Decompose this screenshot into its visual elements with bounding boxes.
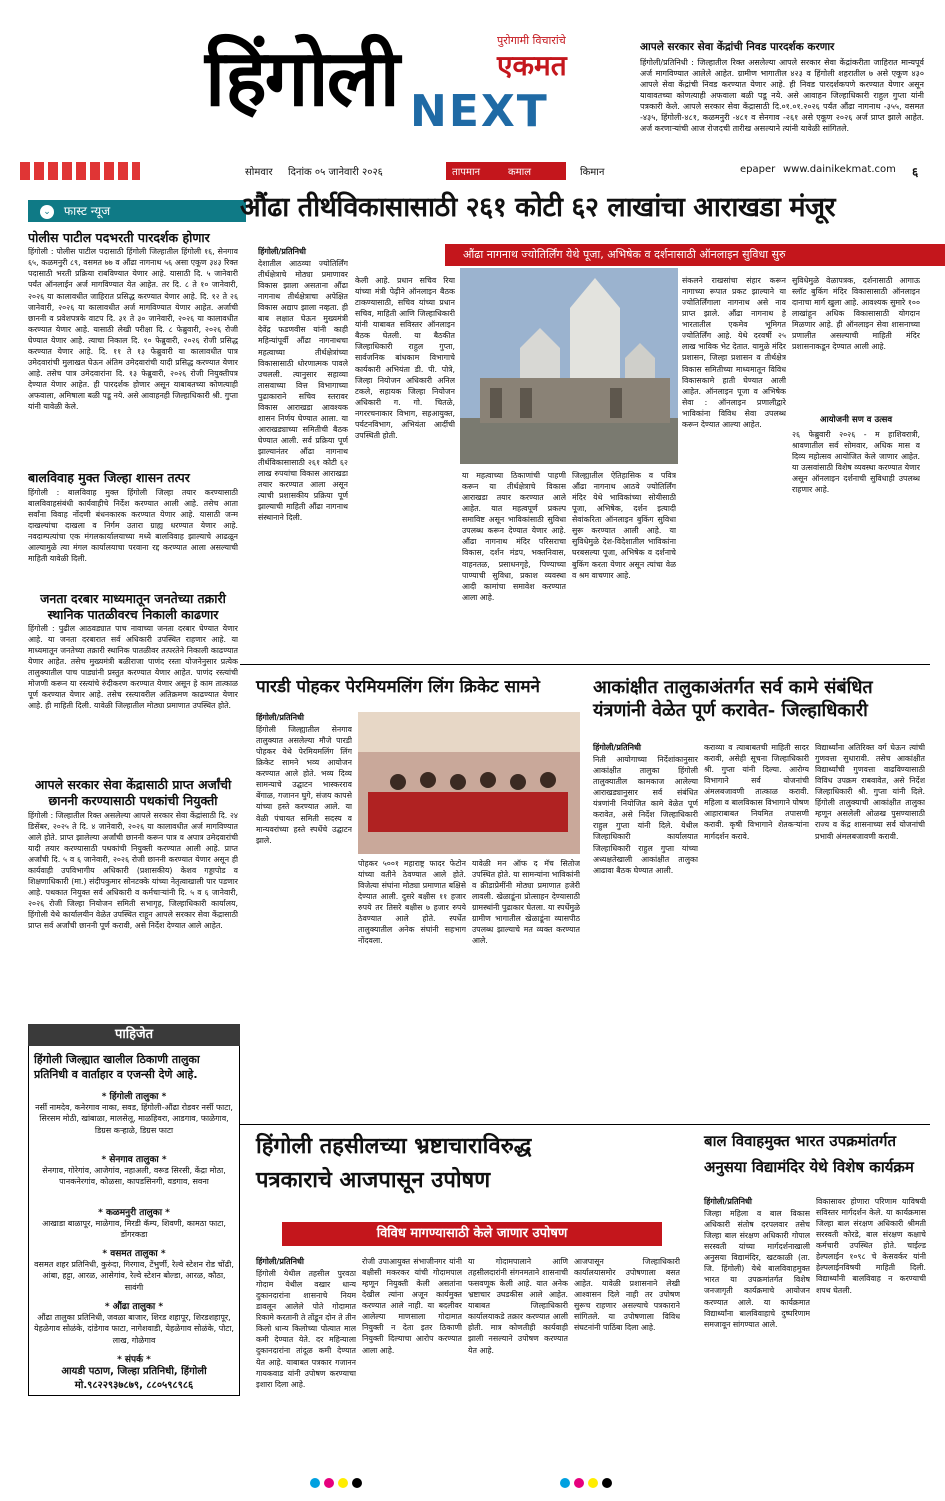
registration-dot <box>602 1478 612 1488</box>
logo-tagline: पुरोगामी विचारांचे <box>497 34 566 47</box>
tahsil-col-3: या गोदामपालाने आणि तहसीलदारांनी संगनमताने शासनाची फसवणूक केली आहे. यात अनेक भ्रष्टाचार उघडकीस आले आहेत. याबाबत जिल्हाधिकारी कार्यालयाकडे तक्रार करण्यात आली होती. मात्र कोणतीही कार्यवाही झाली नसल्याने उपोषण करण्यात येत आहे. <box>468 1257 568 1355</box>
aakanshit-byline: हिंगोली/प्रतिनिधी <box>593 743 642 752</box>
registration-dot <box>574 1478 584 1488</box>
aakanshit-col-2: कराव्या व त्याबाबतची माहिती सादर करावी, असेही सूचना जिल्हाधिकारी श्री. गुप्ता यांनी दिल्या. आरोग्य विभागाने सर्व योजनांची अंमलबजावणी तात्काळ करावी. महिला व बालविकास विभागाने पोषण आहाराबाबत नियमित तपासणी करावी. कृषी विभागाने शेतकऱ्यांना मार्गदर्शन करावे. <box>704 743 809 841</box>
pardi-col-3: यावेळी मन ऑफ द मॅच सितोज उपस्थित होते. या सामन्यांना भाविकांनी व क्रीडाप्रेमींनी मोठ्या प्रमाणात हजेरी लावली. खेळाडूंना प्रोत्साहन देण्यासाठी ग्रामस्थांनी पुढाकार घेतला. या स्पर्धेमुळे ग्रामीण भागातील खेळाडूंना व्यासपीठ उपलब्ध झाल्याचे मत व्यक्त करण्यात आले. <box>472 859 580 946</box>
lead-byline: हिंगोली/प्रतिनिधी <box>258 247 307 256</box>
page-number: ६ <box>912 165 919 179</box>
top-story <box>640 40 924 144</box>
news-body: हिंगोली : पुढील आठवड्यात पाच नावाच्या जनता दरबार घेण्यात येणार आहे. या जनता दरबारात सर्व अधिकारी उपस्थित राहणार आहे. या माध्यमातून जनतेच्या तक्रारी स्थानिक पातळीवर तत्परतेने निकाली काढण्यात येणार आहेत. तसेच मुख्यमंत्री बळीराजा पाणंद रस्ता योजनेनुसार प्रत्येक तालुक्यातील पाच पाड्यांनी प्रस्तुत करण्यात येणार आहेत. पाणंद रस्त्यांची मोजणी करून या रस्त्यांचे रुंदीकरण करण्यात येणार असून हे काम तात्काळ पूर्ण करण्यात येणार आहे. तसेच रस्त्यावरील अतिक्रमण काढण्यात येणार आहे. ही माहिती दिली. यावेळी जिल्हातील मोठ्या प्रमाणात उपस्थित होते. <box>28 624 238 711</box>
lead-col-1: देशातील आठव्या ज्योतिर्लिंग तीर्थक्षेत्राचे मोठ्या प्रमाणावर विकास झाला असताना औंढा नागनाथ तीर्थक्षेत्राचा अपेक्षित विकास अद्याप झाला नव्हता. ही बाब लक्षात घेऊन मुख्यमंत्री देवेंद्र फडणवीस यांनी काही महिन्यांपूर्वी औंढा नागनाथचा महत्वाच्या तीर्थक्षेत्रांच्या विकासासाठी धोरणात्मक पावले उचलली. त्यानुसार सहाव्या तासवाच्या वित्त विभागाच्या पुढाकाराने सचिव स्तरावर विकास आराखडा आवश्यक शासन निर्णय घेण्यात आला. या आराखड्याच्या समितीची बैठक घेण्यात आली. सर्व प्रक्रिया पूर्ण झाल्यानंतर औंढा नागनाथ तीर्थविकासासाठी २६१ कोटी ६२ लाख रुपयांचा विकास आराखडा तयार करण्यात आला असून त्याची प्रशासकीय प्रक्रिया पूर्ण झाल्याची माहिती औंढा नागनाथ संस्थानाने दिली. <box>258 259 348 523</box>
dateline-stripe <box>20 162 140 180</box>
balvivah-col-1: जिल्हा महिला व बाल विकास अधिकारी संतोष दरपलवार तसेच जिल्हा बाल संरक्षण अधिकारी गोपाल सरस्वती यांच्या मार्गदर्शनाखाली अनुसया विद्यामंदिर, खटकाळी (ता. जि. हिंगोली) येथे बालविवाहमुक्त भारत या उपक्रमांतर्गत विशेष जनजागृती कार्यक्रमाचे आयोजन करण्यात आले. या कार्यक्रमात विद्यार्थ्यांना बालविवाहाचे दुष्परिणाम समजावून सांगण्यात आले. <box>704 1209 810 1329</box>
lead-col-6-text: सुविधेमुळे वेळापत्रक, दर्शनासाठी आगाऊ स्लॉट बुकिंग मंदिर विकासासाठी ऑनलाइन दानाचा मार्ग खुला आहे. आवश्यक सुमारे १०० लाखांहून अधिक विकासासाठी योगदान मिळणार आहे. ही ऑनलाइन सेवा शासनाच्या प्रणालीत असल्याची माहिती मंदिर प्रशासनाकडून देण्यात आली आहे. <box>792 276 920 352</box>
tahsil-col-4: आजपासून जिल्हाधिकारी कार्यालयासमोर उपोषणाला बसत आहेत. यावेळी प्रशासनाने लेखी आश्वासन दिले नाही तर उपोषण सुरूच राहणार असल्याचे पत्रकाराने सांगितले. या उपोषणाला विविध संघटनांनी पाठिंबा दिला आहे. <box>574 1257 680 1333</box>
logo-main: हिंगोली <box>205 33 398 124</box>
divider <box>240 1124 930 1125</box>
balvivah-col-2: विकासावर होणारा परिणाम याविषयी सविस्तर मार्गदर्शन केले. या कार्यक्रमास जिल्हा बाल संरक्षण अधिकारी श्रीमती सरस्वती कोरडे, बाल संरक्षण कक्षाचे कर्मचारी उपस्थित होते. चाईल्ड हेल्पलाईन १०९८ चे केसवर्कर यांनी हेल्पलाईनविषयी माहिती दिली. विद्यार्थ्यांनी बालविवाह न करण्याची शपथ घेतली. <box>816 1197 926 1295</box>
epaper-label: epaper <box>740 164 776 175</box>
registration-dot <box>588 1478 598 1488</box>
cricket-event-photo <box>358 712 580 854</box>
classified-title: पाहिजेत <box>28 1024 240 1046</box>
aakanshit-headline: आकांक्षीत तालुकाअंतर्गत सर्व कामे संबंधित यंत्रणांनी वेळेत पूर्ण करावेत- जिल्हाधिकारी <box>593 677 873 722</box>
news-body: हिंगोली : बालविवाह मुक्त हिंगोली जिल्हा तयार करण्यासाठी बालविवाहसंबंधी कार्यवाहीचे निर्देश करण्यात आली आहे. तसेच आता सर्वांना विवाह नोंदणी बंधनकारक करण्यात येणार आहे. यासाठी जन्म दाखल्यांचा दाखला व निर्गम उतारा ग्राह्य धरण्यात येणार आहे. नवदाम्पत्यांचा एक मंगलकार्यालयाच्या मध्ये बालविवाह झाल्याचे आढळून आल्यामुळे त्या मंगल कार्यालयाचा परवाना रद्द करण्यात आला असल्याची माहिती यावेळी दिली. <box>28 487 238 563</box>
tahsil-col-1: हिंगोली येथील तहसील पुरवठा गोदाम येथील वखार धान्य दुकानदारांना शासनाचे नियम डावलून आलेले पोते गोदामात रिकामे करतानी ते तोंडून दोन ते तीन किलो धान्य किलोच्या पोत्यात माल कमी देण्यात येते. दर महिन्याला दुकानदारांना तांदूळ कमी देण्यात येत आहे. याबाबत पत्रकार गजानन गायकवाड यांनी उपोषण करण्याचा इशारा दिला आहे. <box>256 1269 356 1389</box>
registration-dot <box>324 1478 334 1488</box>
lead-col-5: संकलने राखसांचा संहार करून नागाच्या रूपात प्रकट झाल्याने या ज्योतिर्लिंगाला नागनाथ असे नाव प्राप्त झाले. औंढा नागनाथ हे भारतातील एकमेव भूमिगत ज्योतिर्लिंग आहे. येथे दरवर्षी २५ लाख भाविक भेट देतात. यामुळे मंदिर प्रशासन, जिल्हा प्रशासन व तीर्थक्षेत्र विकास समितीच्या माध्यमातून विविध विकासकामे हाती घेण्यात आली आहेत. ऑनलाइन पूजा व अभिषेक सेवा : ऑनलाइन प्रणालीद्वारे भाविकांना विविध सेवा उपलब्ध करून देण्यात आल्या आहेत. <box>682 276 786 429</box>
tahsil-subhead: विविध मागण्यासाठी केले जाणार उपोषण <box>282 1222 662 1246</box>
tahsil-headline-2: पत्रकाराचे आजपासून उपोषण <box>256 1167 491 1193</box>
classified-section-text: आखाडा बाळापूर, माळेगाव, मिरडी कॅम्प, शिवणी, कामठा फाटा, डोंगरकडा <box>42 1218 226 1240</box>
news-title: बालविवाह मुक्त जिल्हा शासन तत्पर <box>28 470 190 486</box>
temperature-panel <box>446 162 566 180</box>
classified-section-head: * कळमनुरी तालुका * <box>98 1207 170 1218</box>
classified-intro: हिंगोली जिल्ह्यात खालील ठिकाणी तालुका प्रतिनिधी व वार्ताहार व एजन्सी देणे आहे. <box>34 1053 200 1082</box>
top-story-body: हिंगोली/प्रतिनिधी : जिल्हातील रिक्त असलेल्या आपले सरकार सेवा केंद्रांकरीता जाहिरात मान्यपूर्व अर्ज मागविण्यात आलेले आहेत. ग्रामीण भागातील ४२३ व हिंगोली शहरातील ७ असे एकूण ४३० आपले सेवा केंद्रांची निवड करण्यात येणार आहे. ही निवड पारदर्शकपणे करण्यात येणार असून यावावतच्या कोणत्याही अफवाला बळी पडू नये. असे आवाहन जिल्हाधिकारी राहुल गुप्ता यांनी पत्रकारी केले. आपले सरकार सेवा केंद्रासाठी दि.०१.०१.२०२६ पर्यंत औंढा नागनाथ -३५५, वसमत -४३५, हिंगोली-४८१, कळमनुरी -४८१ व सेनगाव -२६१ असे एकूण २०२६ अर्ज प्राप्त झाले आहेत. अर्ज करणाऱ्यांची आज रोजदची तारीख असल्याने त्यांनी यावेळी सांगितले. <box>640 58 924 134</box>
news-title: आपले सरकार सेवा केंद्रासाठी प्राप्त अर्जांची छाननी करण्यासाठी पथकांची नियुक्ती <box>34 777 232 809</box>
news-title: पोलीस पाटील पदभरती पारदर्शक होणार <box>28 230 210 245</box>
registration-dot <box>310 1478 320 1488</box>
classified-section-head: * सेनगाव तालुका * <box>101 1154 167 1165</box>
fast-news-column <box>28 230 238 1020</box>
lead-col-6 <box>792 275 920 658</box>
temperature-label: तापमान <box>452 167 481 178</box>
aakanshit-col-1: निती आयोगाच्या निर्देशांकानुसार आकांक्षीत तालुका हिंगोली तालुक्यातील कामकाज आलेल्या आराखड्यानुसार सर्व संबंधित यंत्रणांनी नियोजित कामे वेळेत पूर्ण करावेत, असे निर्देश जिल्हाधिकारी राहुल गुप्ता यांनी दिले. येथील जिल्हाधिकारी कार्यालयात जिल्हाधिकारी राहुल गुप्ता यांच्या अध्यक्षतेखाली आकांक्षीत तालुका आढावा बैठक घेण्यात आली. <box>593 755 698 875</box>
fast-news-header <box>28 200 246 222</box>
dateline-day: सोमवार <box>245 167 273 178</box>
pardi-byline: हिंगोली/प्रतिनिधी <box>256 713 305 722</box>
pardi-headline: पारडी पोहकर पेरमियमलिंग लिंग क्रिकेट सामने <box>256 677 540 697</box>
classified-contact: आयडी पठाण, जिल्हा प्रतिनिधी, हिंगोली मो.९८२२९३७८७९, ८८०५९८९८६ <box>61 1365 207 1392</box>
classified-section-text: नर्सी नामदेव, कनेरगाव नाका, सवड, हिंगोली-औंढा रोडवर नर्सी फाटा, सिरसम मोठी, खांबाळा, मालसेलू, माळहिवरा, आडगाव, फाळेगाव, डिग्रस कऱ्हाळे, डिग्रस फाटा <box>35 1102 233 1135</box>
news-title: जनता दरबार माध्यमातून जनतेच्या तक्रारी स्थानिक पातळीवरच निकाली काढणार <box>40 590 226 622</box>
lead-headline: औंढा तीर्थविकासासाठी २६१ कोटी ६२ लाखांचा आराखडा मंजूर <box>240 192 836 223</box>
balvivah-headline-2: अनुसया विद्यामंदिर येथे विशेष कार्यक्रम <box>704 1158 914 1176</box>
classified-section-text: वसमत शहर प्रतिनिधी, कुरुंदा, गिरगाव, टेंभुर्णी, रेल्वे स्टेशन रोड चोंढी, आंबा, हट्टा, आरळ, आसेगांव, रेल्वे स्टेशन बोल्डा, आरळ, कौठा, सावंगी <box>34 1259 234 1292</box>
classified-section-text: औंढा तालुका प्रतिनिधी, जवळा बाजार, शिरड शहापूर, शिरडशहापूर, येहळेगाव सोळंके, दांडेगाव फाटा, नागेशवाडी, येहळेगाव सोळंके, पोटा, लाख, गोळेगाव <box>34 1312 234 1345</box>
news-body: हिंगोली : पोलीस पाटील पदासाठी हिंगोली जिल्हातील हिंगोली १६, सेनगाव ६५, कळमनुरी ८९, वसमत ७७ व औंढा नागनाथ ५६ असा एकूण ३४३ रिक्त पदासाठी भरती प्रक्रिया राबविण्यात येणार आहे. यासाठी दि. ५ जानेवारी पर्यंत ऑनलाईन अर्ज मागविण्यात येत आहेत. तर दि. ८ ते १० जानेवारी, २०२६ या कालावधीत जाहिरात प्रसिद्ध करण्यात येणार आहे. दि. १२ ते २६ जानेवारी, २०२६ या कालावधीत अर्ज मागविण्यात येणार आहेत. अर्जाची छाननी व प्रवेशपत्रके वाटप दि. ३१ ते ३० जानेवारी, २०२६ या कालावधीत करण्यात येणार आहे. यासाठी लेखी परीक्षा दि. ८ फेब्रुवारी, २०२६ रोजी घेण्यात येणार आहे. त्याचा निकाल दि. १० फेब्रुवारी, २०२६ रोजी प्रसिद्ध करण्यात येणार आहे. दि. ११ ते १३ फेब्रुवारी या कालावधीत पात्र उमेदवारांची मुलाखत घेऊन अंतिम उमेदवारांची यादी प्रसिद्ध करण्यात येणार आहे. तसेच पात्र उमेदवारांना दि. १३ फेब्रुवारी, २०२६ रोजी नियुक्तीपत्र देण्यात येणार आहेत. ही पारदर्शक होणार असून याबाबतच्या कोणत्याही अफवाला, अमिषाला बळी पडू नये. असे आवाहनही जिल्हाधिकारी श्री. गुप्ता यांनी यावेळी केले. <box>28 247 238 412</box>
lead-col-6-head: आयोजनी सण व उत्सव <box>819 415 893 425</box>
tahsil-col-2: रोजी उपाआयुक्त संभाजीनगर यांनी बक्षीसी मकरकर यांची गोदामपाल म्हणून नियुक्ती केली असतांना देखील त्यांना अजून कार्यमुक्त करण्यात आले नाही. या बदलीवर आलेल्या माणसाला गोदामात नियुक्ती न देता इतर ठिकाणी नियुक्ती दिल्याचा आरोप करण्यात आला आहे. <box>362 1257 462 1355</box>
registration-dot <box>560 1478 570 1488</box>
lead-subhead: औंढा नागनाथ ज्योतिर्लिंग येथे पूजा, अभिषेक व दर्शनासाठी ऑनलाइन सुविधा सुरु <box>445 244 945 266</box>
color-registration-bar <box>0 1478 945 1490</box>
fast-news-label: फास्ट न्यूज <box>63 204 111 218</box>
dateline-date: दिनांक ०५ जानेवारी २०२६ <box>288 167 383 178</box>
classified-section-text: सेनगाव, गोरेगांव, आजेगांव, नहाअली, वरूड सिरसी, केंद्रा मोठा, पानकनेरगांव, कोळसा, कापडसिनगी, वडगाव, सवना <box>42 1165 226 1187</box>
lead-col-6b-text: २६ फेब्रुवारी २०२६ - म हाशिवरात्री, श्रावणातील सर्व सोमवार, अधिक मास व दिव्य महोत्सव आयोजित केले जाणार आहेत. या उत्सवांसाठी विशेष व्यवस्था करण्यात येणार असून ऑनलाइन दर्शनाची सुविधाही उपलब्ध राहणार आहे. <box>792 430 920 495</box>
divider <box>240 664 930 665</box>
top-story-title: आपले सरकार सेवा केंद्रांची निवड पारदर्शक करणार <box>640 41 835 53</box>
pardi-col-2: पोहकर ५००१ महाराष्ट्र फादर फेटोन यांच्या वतीने ठेवण्यात आले होते. विजेत्या संघांना मोठ्या प्रमाणात बक्षिसे देण्यात आली. दुसरे बक्षीस ११ हजार रुपये तर तिसरे बक्षीस ७ हजार रुपये ठेवण्यात आले होते. स्पर्धेत तालुक्यातील अनेक संघांनी सहभाग नोंदवला. <box>358 859 466 946</box>
classified-content <box>34 1052 234 1395</box>
aakanshit-col-3: विद्यार्थ्यांना अतिरिक्त वर्ग घेऊन त्यांची गुणवत्ता सुधारावी. तसेच आकांक्षीत विद्यार्थ्यांची गुणवत्ता वाढविण्यासाठी विविध उपक्रम राबवावेत, असे निर्देश जिल्हाधिकारी श्री. गुप्ता यांनी दिले. हिंगोली तालुक्याची आकांक्षीत तालुका म्हणून असलेली ओळख पुसण्यासाठी राज्य व केंद्र शासनाच्या सर्व योजनांची प्रभावी अंमलबजावणी करावी. <box>815 743 925 841</box>
classified-section-head: * वसमत तालुका * <box>102 1248 166 1259</box>
classified-section-head: * संपर्क * <box>117 1354 151 1365</box>
pardi-col-1: हिंगोली जिल्ह्यातील सेनगाव तालुक्यात असलेल्या मौजे पारडी पोहकर येथे पेरमियमलिंग लिंग क्रिकेट सामने भव्य आयोजन करण्यात आले होते. भव्य दिव्य सामन्याचे उद्घाटन भास्करराव बेंगाळ, गजानन घुगे, संजय कापसे यांच्या हस्ते करण्यात आले. या वेळी पंचायत समिती सदस्य व मान्यवरांच्या हस्ते स्पर्धेचे उद्घाटन झाले. <box>256 725 352 845</box>
logo-next: NEXT <box>410 86 549 137</box>
lead-col-4: जिल्ह्यातील ऐतिहासिक व पवित्र औंढा नागनाथ आठवे ज्योतिर्लिंग मंदिर येथे भाविकांच्या सोयीसाठी पूजा, अभिषेक, दर्शन इत्यादी सेवांकरिता ऑनलाइन बुकिंग सुविधा सुरू करण्यात आली आहे. या सुविधेमुळे देश-विदेशातील भाविकांना घरबसल्या पूजा, अभिषेक व दर्शनाचे बुकिंग करता येणार असून त्यांचा वेळ व श्रम वाचणार आहे. <box>572 471 676 580</box>
chevron-down-icon: ⌄ <box>40 205 54 219</box>
tahsil-byline: हिंगोली/प्रतिनिधी <box>256 1257 305 1266</box>
news-body: हिंगोली : जिल्हातील रिक्त असलेल्या आपले सरकार सेवा केंद्रांसाठी दि. २४ डिसेंबर, २०२५ ते दि. ४ जानेवारी, २०२६ या कालावधीत अर्ज मागविण्यात आले होते. प्राप्त झालेल्या अर्जांची छाननी करून पात्र व अपात्र उमेदवारांची यादी तयार करण्यासाठी पथकांची नियुक्ती करण्यात आली आहे. प्राप्त अर्जांची दि. ५ व ६ जानेवारी, २०२६ रोजी छाननी करण्यात येणार असून ही कार्यवाही उपविभागीय अधिकारी (प्रशासकीय) केशव गड्डापोड व शिक्षणाधिकारी (मा.) संदीपकुमार सोनटक्के यांच्या नेतृत्वाखाली पार पडणार आहे. पथकात नियुक्त सर्व अधिकारी व कर्मचाऱ्यांनी दि. ५ व ६ जानेवारी, २०२६ रोजी जिल्हा नियोजन समिती सभागृह, जिल्हाधिकारी कार्यालय, हिंगोली येथे कार्यालयीन वेळेत उपस्थित राहून आपले सरकार सेवा केंद्रासाठी प्राप्त सर्व अर्जांची छाननी पूर्ण करावी, असे निर्देश देण्यात आले आहेत. <box>28 810 238 931</box>
temperature-max-label: कमाल <box>508 167 532 178</box>
balvivah-byline: हिंगोली/प्रतिनिधी <box>704 1197 753 1206</box>
balvivah-headline-1: बाल विवाहमुक्त भारत उपक्रमांतर्गत <box>704 1132 897 1150</box>
registration-dot <box>338 1478 348 1488</box>
tahsil-headline-1: हिंगोली तहसीलच्या भ्रष्टाचाराविरुद्ध <box>256 1133 532 1159</box>
classified-section-head: * हिंगोली तालुका * <box>101 1091 167 1102</box>
registration-dot <box>352 1478 362 1488</box>
dateline <box>20 162 925 180</box>
logo-brand: एकमत <box>497 49 567 82</box>
lead-col-3: या महत्वाच्या ठिकाणांची पाहणी करून या तीर्थक्षेत्राचे विकास आराखडा तयार करण्यात आले आहेत. यात महत्वपूर्ण प्रकल्प समाविष्ट असून भाविकांसाठी सुविधा उपलब्ध करून देण्यात येणार आहे. औंढा नागनाथ मंदिर परिसराचा विकास, दर्शन मंडप, भक्तनिवास, वाहनतळ, प्रसाधनगृहे, पिण्याच्या पाण्याची सुविधा, प्रकाश व्यवस्था आदी कामांचा समावेश करण्यात आला आहे. <box>462 471 566 602</box>
temperature-min-label: किमान <box>580 167 605 178</box>
website-link[interactable]: www.dainikekmat.com <box>783 164 896 175</box>
temple-photo <box>460 268 678 464</box>
lead-col-2: केली आहे. प्रधान सचिव रिया यांच्या मंत्री पेढ़ीने ऑनलाइन बैठक टाकण्यासाठी, सचिव यांच्या प्रधान सचिव, माहिती आणि जिल्हाधिकारी यांनी याबाबत सविस्तर ऑनलाइन बैठक घेतली. या बैठकीत जिल्हाधिकारी राहुल गुप्ता, सार्वजनिक बांधकाम विभागाचे कार्यकारी अभियंता डी. पी. पोत्रे, जिल्हा नियोजन अधिकारी अनिल टकले, सहायक जिल्हा नियोजन अधिकारी ग. गो. चितळे, नगररचनाकार विभाग, सहआयुक्त, पर्यटनविभाग, अभियंता आदींची उपस्थिती होती. <box>355 276 455 440</box>
classified-section-head: * औंढा तालुका * <box>104 1301 164 1312</box>
